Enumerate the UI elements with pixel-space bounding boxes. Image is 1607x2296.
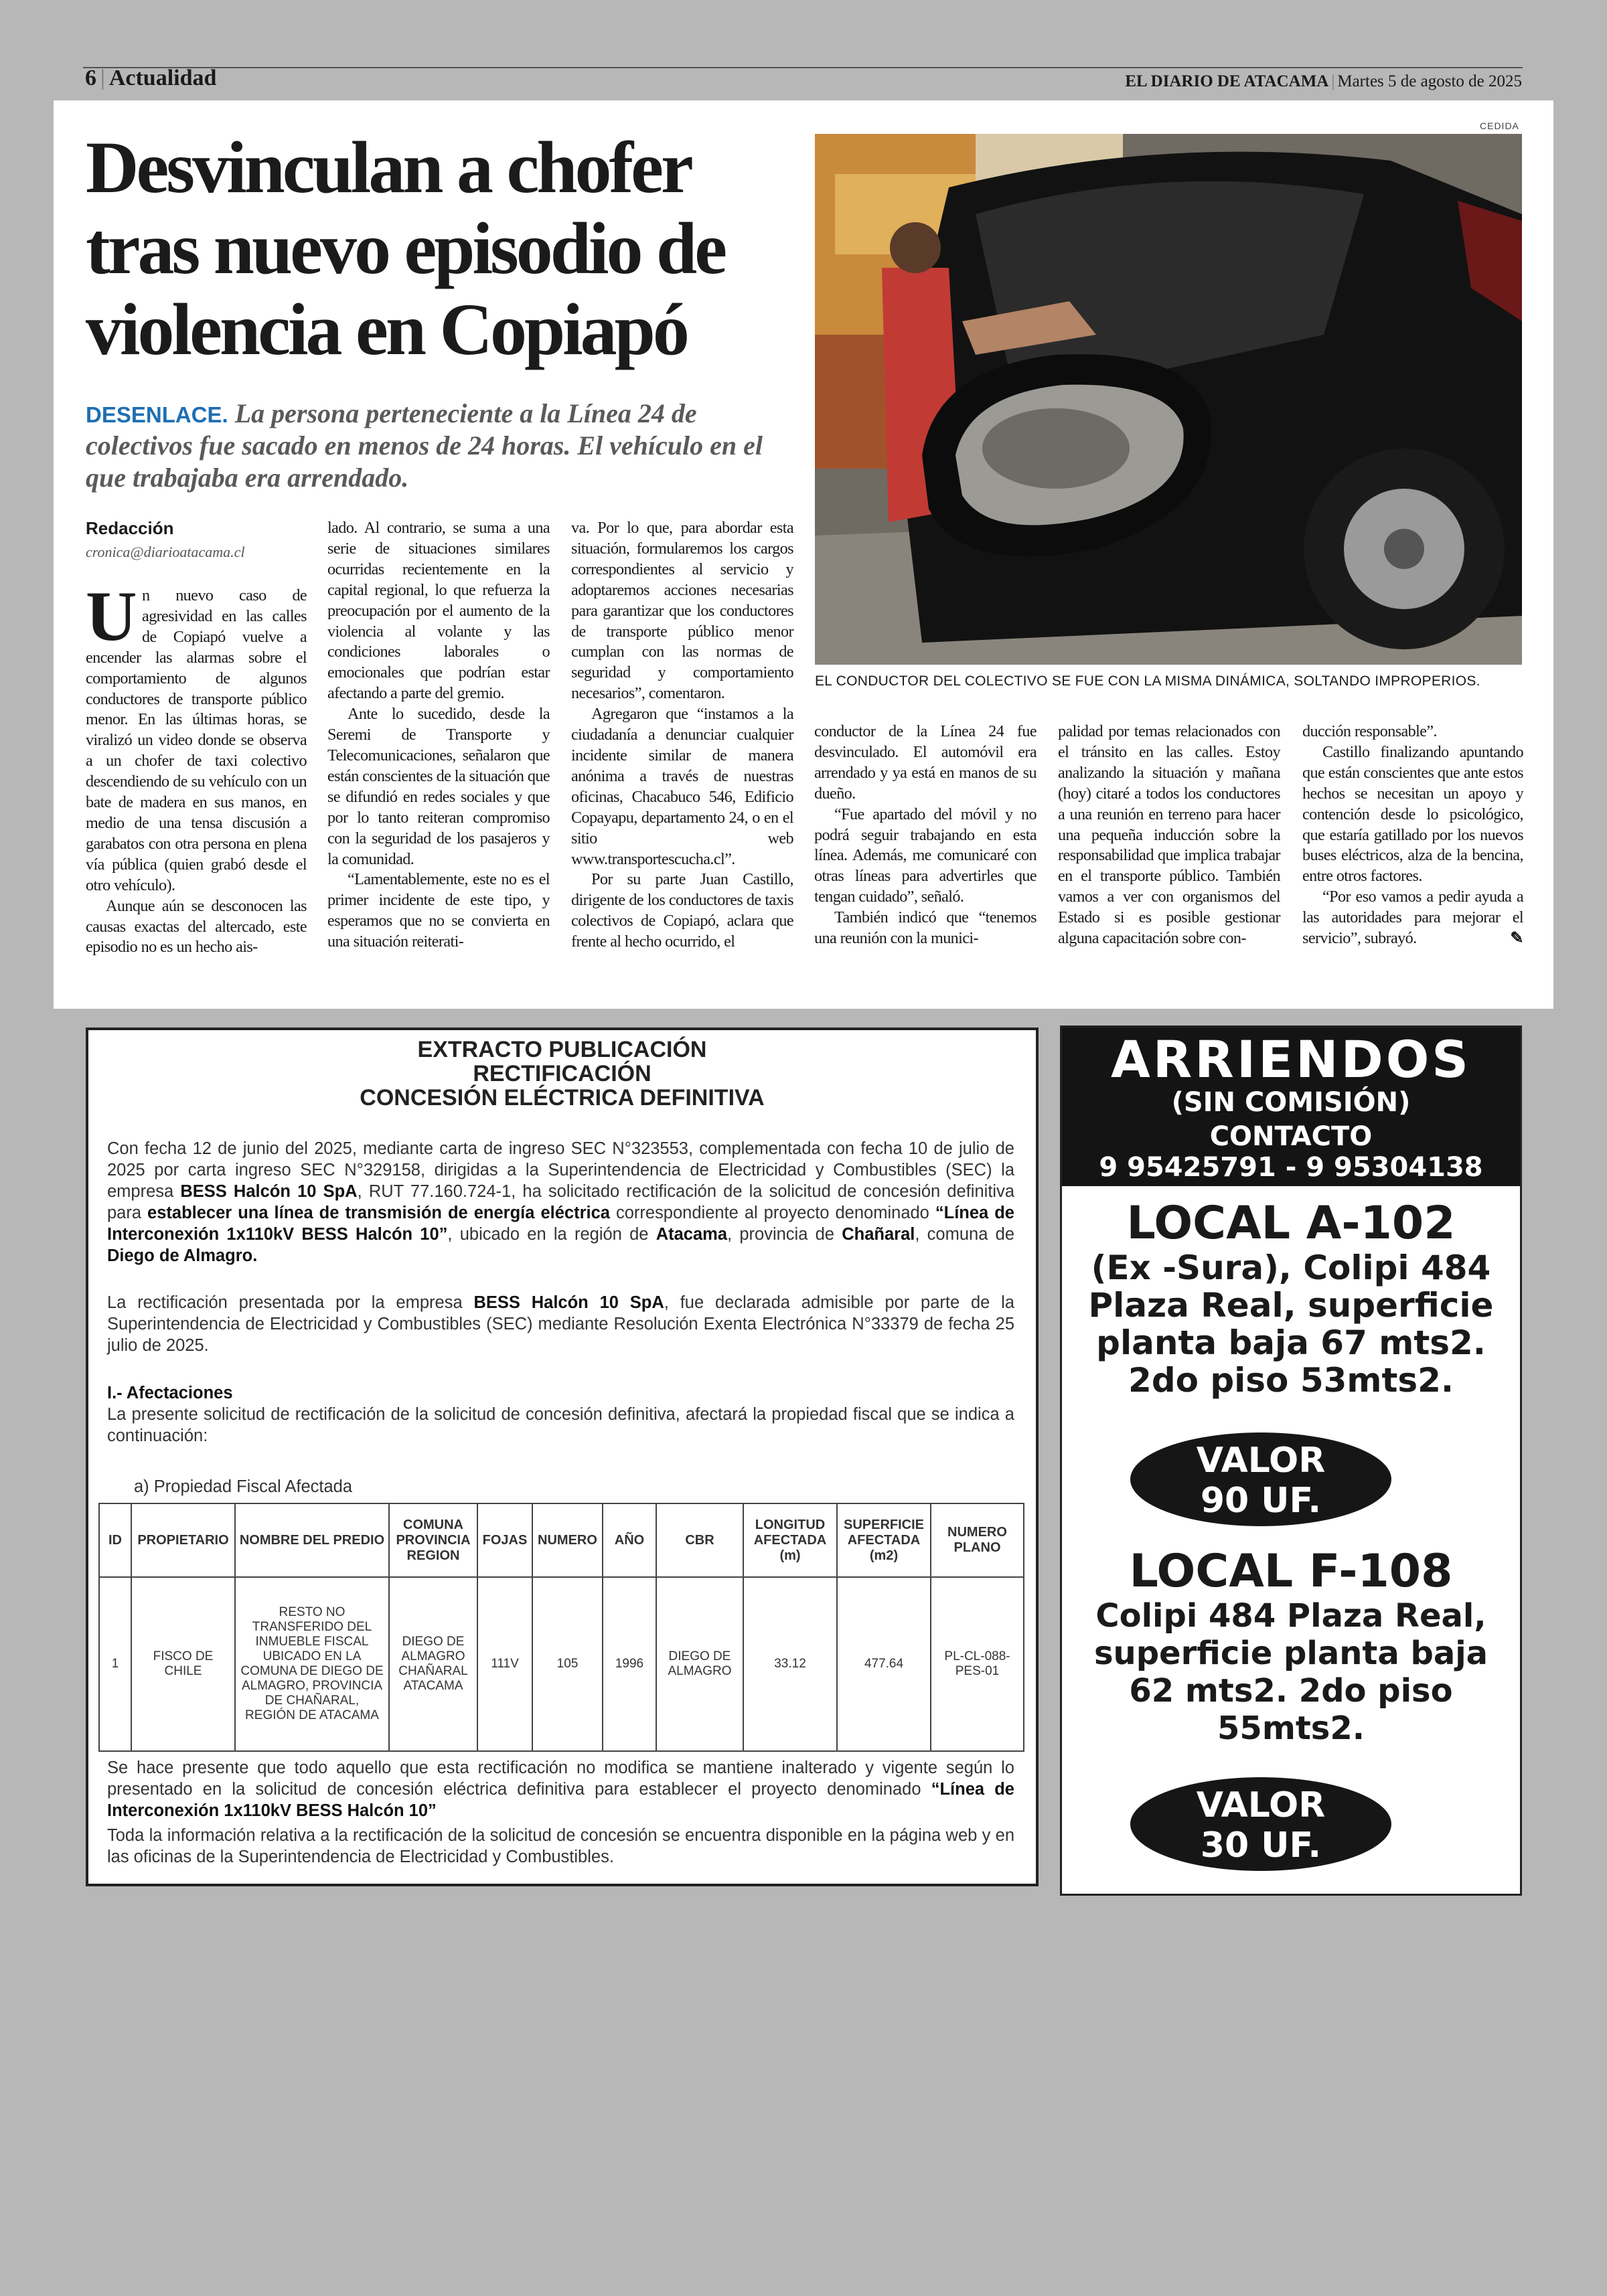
local-2: LOCAL F-108 Colipi 484 Plaza Real, superficie planta baja 62 mts2. 2do piso 55mts2. <box>1062 1546 1520 1747</box>
deck <box>86 398 809 494</box>
ad-subtitle: (SIN COMISIÓN) <box>1171 1087 1411 1118</box>
newspaper-name: EL DIARIO DE ATACAMA <box>1125 72 1329 90</box>
article-column-2: lado. Al contrario, se suma a una serie de situaciones similares ocurridas recientemente en la capital regional, lo que refuerza la preocupación por el aumento de la violencia al volante y las condiciones laborales o emocionales que podrían estar afectando a parte del gremio. Ante lo sucedido, desde la Seremi de Transporte y Telecomunicaciones, señalaron que están conscientes de la situación que se difundió en redes sociales y que por lo tanto reiteran compromiso con la seguridad de los pasajeros y la comunidad. “Lamentablemente, este no es el primer incidente de este tipo, y esperamos que no se convierta en una situación reiterati- <box>327 519 550 951</box>
photo-caption: EL CONDUCTOR DEL COLECTIVO SE FUE CON LA MISMA DINÁMICA, SOLTANDO IMPROPERIOS. <box>815 673 1480 689</box>
section-heading: I.- Afectaciones <box>107 1384 233 1402</box>
end-mark-icon: ✎ <box>1510 929 1523 948</box>
article-column-4: conductor de la Línea 24 fue desvinculado. El automóvil era arrendado y ya está en manos de su dueño. “Fue apartado del móvil y no podrá seguir trabajando en esta línea. Además, me comunicaré con otras líneas para advertirles que tengan cuidado”, señaló. También indicó que “tenemos una reunión con la munici- <box>814 722 1037 948</box>
legal-paragraph-3: Se hace presente que todo aquello que esta rectificación no modifica se mantiene inalterado y vigente según lo presentado en la solicitud de concesión eléctrica definitiva para establecer el proyecto denominado “Línea de Interconexión 1x110kV BESS Halcón 10” <box>107 1758 1014 1820</box>
fiscal-property-table <box>98 1503 1024 1752</box>
article-photo <box>815 134 1522 665</box>
car-scene-illustration <box>815 134 1522 665</box>
section-text: La presente solicitud de rectificación de la solicitud de concesión definitiva, afectará la propiedad fiscal que se indica a continuación: <box>107 1405 1014 1445</box>
article-column-5: palidad por temas relacionados con el tránsito en las calles. Estoy analizando la situación y mañana (hoy) citaré a todos los conductores a una reunión en terreno para hacer una pequeña inducción sobre la responsabilidad que implica trabajar en el transporte público. También vamos a ver con organismos del Estado si es posible gestionar alguna capacitación sobre con- <box>1058 722 1280 948</box>
article-column-6: ducción responsable”. Castillo finalizando apuntando que están conscientes que ante estos hechos se necesitan un apoyo y contención desde lo psicológico, que estaría gatillado por los nuevos buses eléctricos, alza de la bencina, entre otros factores. “Por eso vamos a pedir ayuda a las autoridades para mejorar el servicio”, subrayó. ✎ <box>1302 722 1523 949</box>
ad-contact-label: CONTACTO <box>1209 1121 1373 1152</box>
article-column-1: Un nuevo caso de agresividad en las calles de Copiapó vuelve a encender las alarmas sobre el comportamiento de algunos conductores de transporte público menor. En las últimas horas, se viralizó un video donde se observa a un chofer de taxi colectivo descendiendo de su vehículo con un bate de madera en sus manos, en medio de una tensa discusión a garabatos con otra persona en plena vía pública (quien grabó desde el otro vehículo). Aunque aún se desconocen las causas exactas del altercado, este episodio no es un hecho ais- <box>86 577 307 957</box>
local-1: LOCAL A-102 (Ex -Sura), Colipi 484 Plaza Real, superficie planta baja 67 mts2. 2do piso 53mts2. <box>1062 1198 1520 1399</box>
legal-paragraph-2: La rectificación presentada por la empresa BESS Halcón 10 SpA, fue declarada admisible por parte de la Superintendencia de Electricidad y Combustibles (SEC) mediante Resolución Exenta Electrónica N°33379 de fecha 25 julio de 2025. <box>107 1293 1014 1355</box>
price-badge-1: VALOR 90 UF. <box>1130 1432 1391 1526</box>
page-number: 6 <box>85 66 96 90</box>
table-label: a) Propiedad Fiscal Afectada <box>134 1477 353 1496</box>
table-header-row: ID PROPIETARIO NOMBRE DEL PREDIO COMUNA PROVINCIA REGION FOJAS NUMERO AÑO CBR LONGITUD AFECTADA (m) SUPERFICIE AFECTADA (m2) NUMERO PLANO <box>99 1503 1024 1577</box>
legal-title: EXTRACTO PUBLICACIÓN RECTIFICACIÓN CONCESIÓN ELÉCTRICA DEFINITIVA <box>360 1037 765 1111</box>
byline: Redacción <box>86 518 174 538</box>
local-1-title: LOCAL A-102 <box>1126 1197 1456 1250</box>
local-2-title: LOCAL F-108 <box>1129 1545 1453 1598</box>
photo-credit: CEDIDA <box>1480 120 1519 131</box>
deck-text: La persona perteneciente a la Línea 24 de colectivos fue sacado en menos de 24 horas. El vehículo en el que trabajaba era arrendado. <box>86 398 763 493</box>
price-badge-2: VALOR 30 UF. <box>1130 1777 1391 1871</box>
legal-paragraph-1: Con fecha 12 de junio del 2025, mediante carta de ingreso SEC N°323553, complementada con fecha 10 de julio de 2025 por carta ingreso SEC N°329158, dirigidas a la Superintendencia de Electricidad y Combustibles (SEC) la empresa BESS Halcón 10 SpA, RUT 77.160.724-1, ha solicitado rectificación de la solicitud de concesión definitiva para establecer una línea de transmisión de energía eléctrica correspondiente al proyecto denominado “Línea de Interconexión 1x110kV BESS Halcón 10”, ubicado en la región de Atacama, provincia de Chañaral, comuna de Diego de Almagro. <box>107 1139 1014 1265</box>
header-rule <box>83 67 1523 68</box>
issue-date: Martes 5 de agosto de 2025 <box>1337 72 1522 90</box>
headline: Desvinculan a chofer tras nuevo episodio de violencia en Copiapó <box>86 127 725 370</box>
legal-paragraph-4: Toda la información relativa a la rectificación de la solicitud de concesión se encuentra disponible en la página web y en las oficinas de la Superintendencia de Electricidad y Combustibles. <box>107 1826 1014 1866</box>
article-column-3: va. Por lo que, para abordar esta situación, formularemos los cargos correspondientes al servicio y adoptaremos acciones necesarias para garantizar que los conductores de transporte público menor cumplan con las normas de seguridad y comportamiento necesarios”, comentaron. Agregaron que “instamos a la ciudadanía a denunciar cualquier incidente similar de manera anónima a través de nuestras oficinas, Chacabuco 546, Edificio Copayapu, departamento 24, o en el sitio web www.transportescucha.cl”. Por su parte Juan Castillo, dirigente de los conductores de taxis colectivos de Copiapó, aclara que frente al hecho ocurrido, el <box>571 519 793 951</box>
kicker: DESENLACE. <box>86 402 228 427</box>
newspaper-dateline: EL DIARIO DE ATACAMA | Martes 5 de agosto de 2025 <box>1125 72 1522 90</box>
ad-title: ARRIENDOS <box>1110 1030 1472 1089</box>
table-row: 1 FISCO DE CHILE RESTO NO TRANSFERIDO DEL INMUEBLE FISCAL UBICADO EN LA COMUNA DE DIEGO DE ALMAGRO, PROVINCIA DE CHAÑARAL, REGIÓN DE ATACAMA DIEGO DE ALMAGRO CHAÑARAL ATACAMA 111V 105 1996 DIEGO DE ALMAGRO 33.12 477.64 PL-CL-088-PES-01 <box>99 1577 1024 1751</box>
section-header: 6 | Actualidad <box>85 66 217 90</box>
rental-ad-header <box>1062 1028 1520 1186</box>
legal-section <box>107 1382 1014 1447</box>
ad-phones: 9 95425791 - 9 95304138 <box>1099 1152 1483 1183</box>
byline-email: cronica@diarioatacama.cl <box>86 544 245 560</box>
section-name: Actualidad <box>108 66 217 90</box>
dropcap: U <box>86 577 137 655</box>
